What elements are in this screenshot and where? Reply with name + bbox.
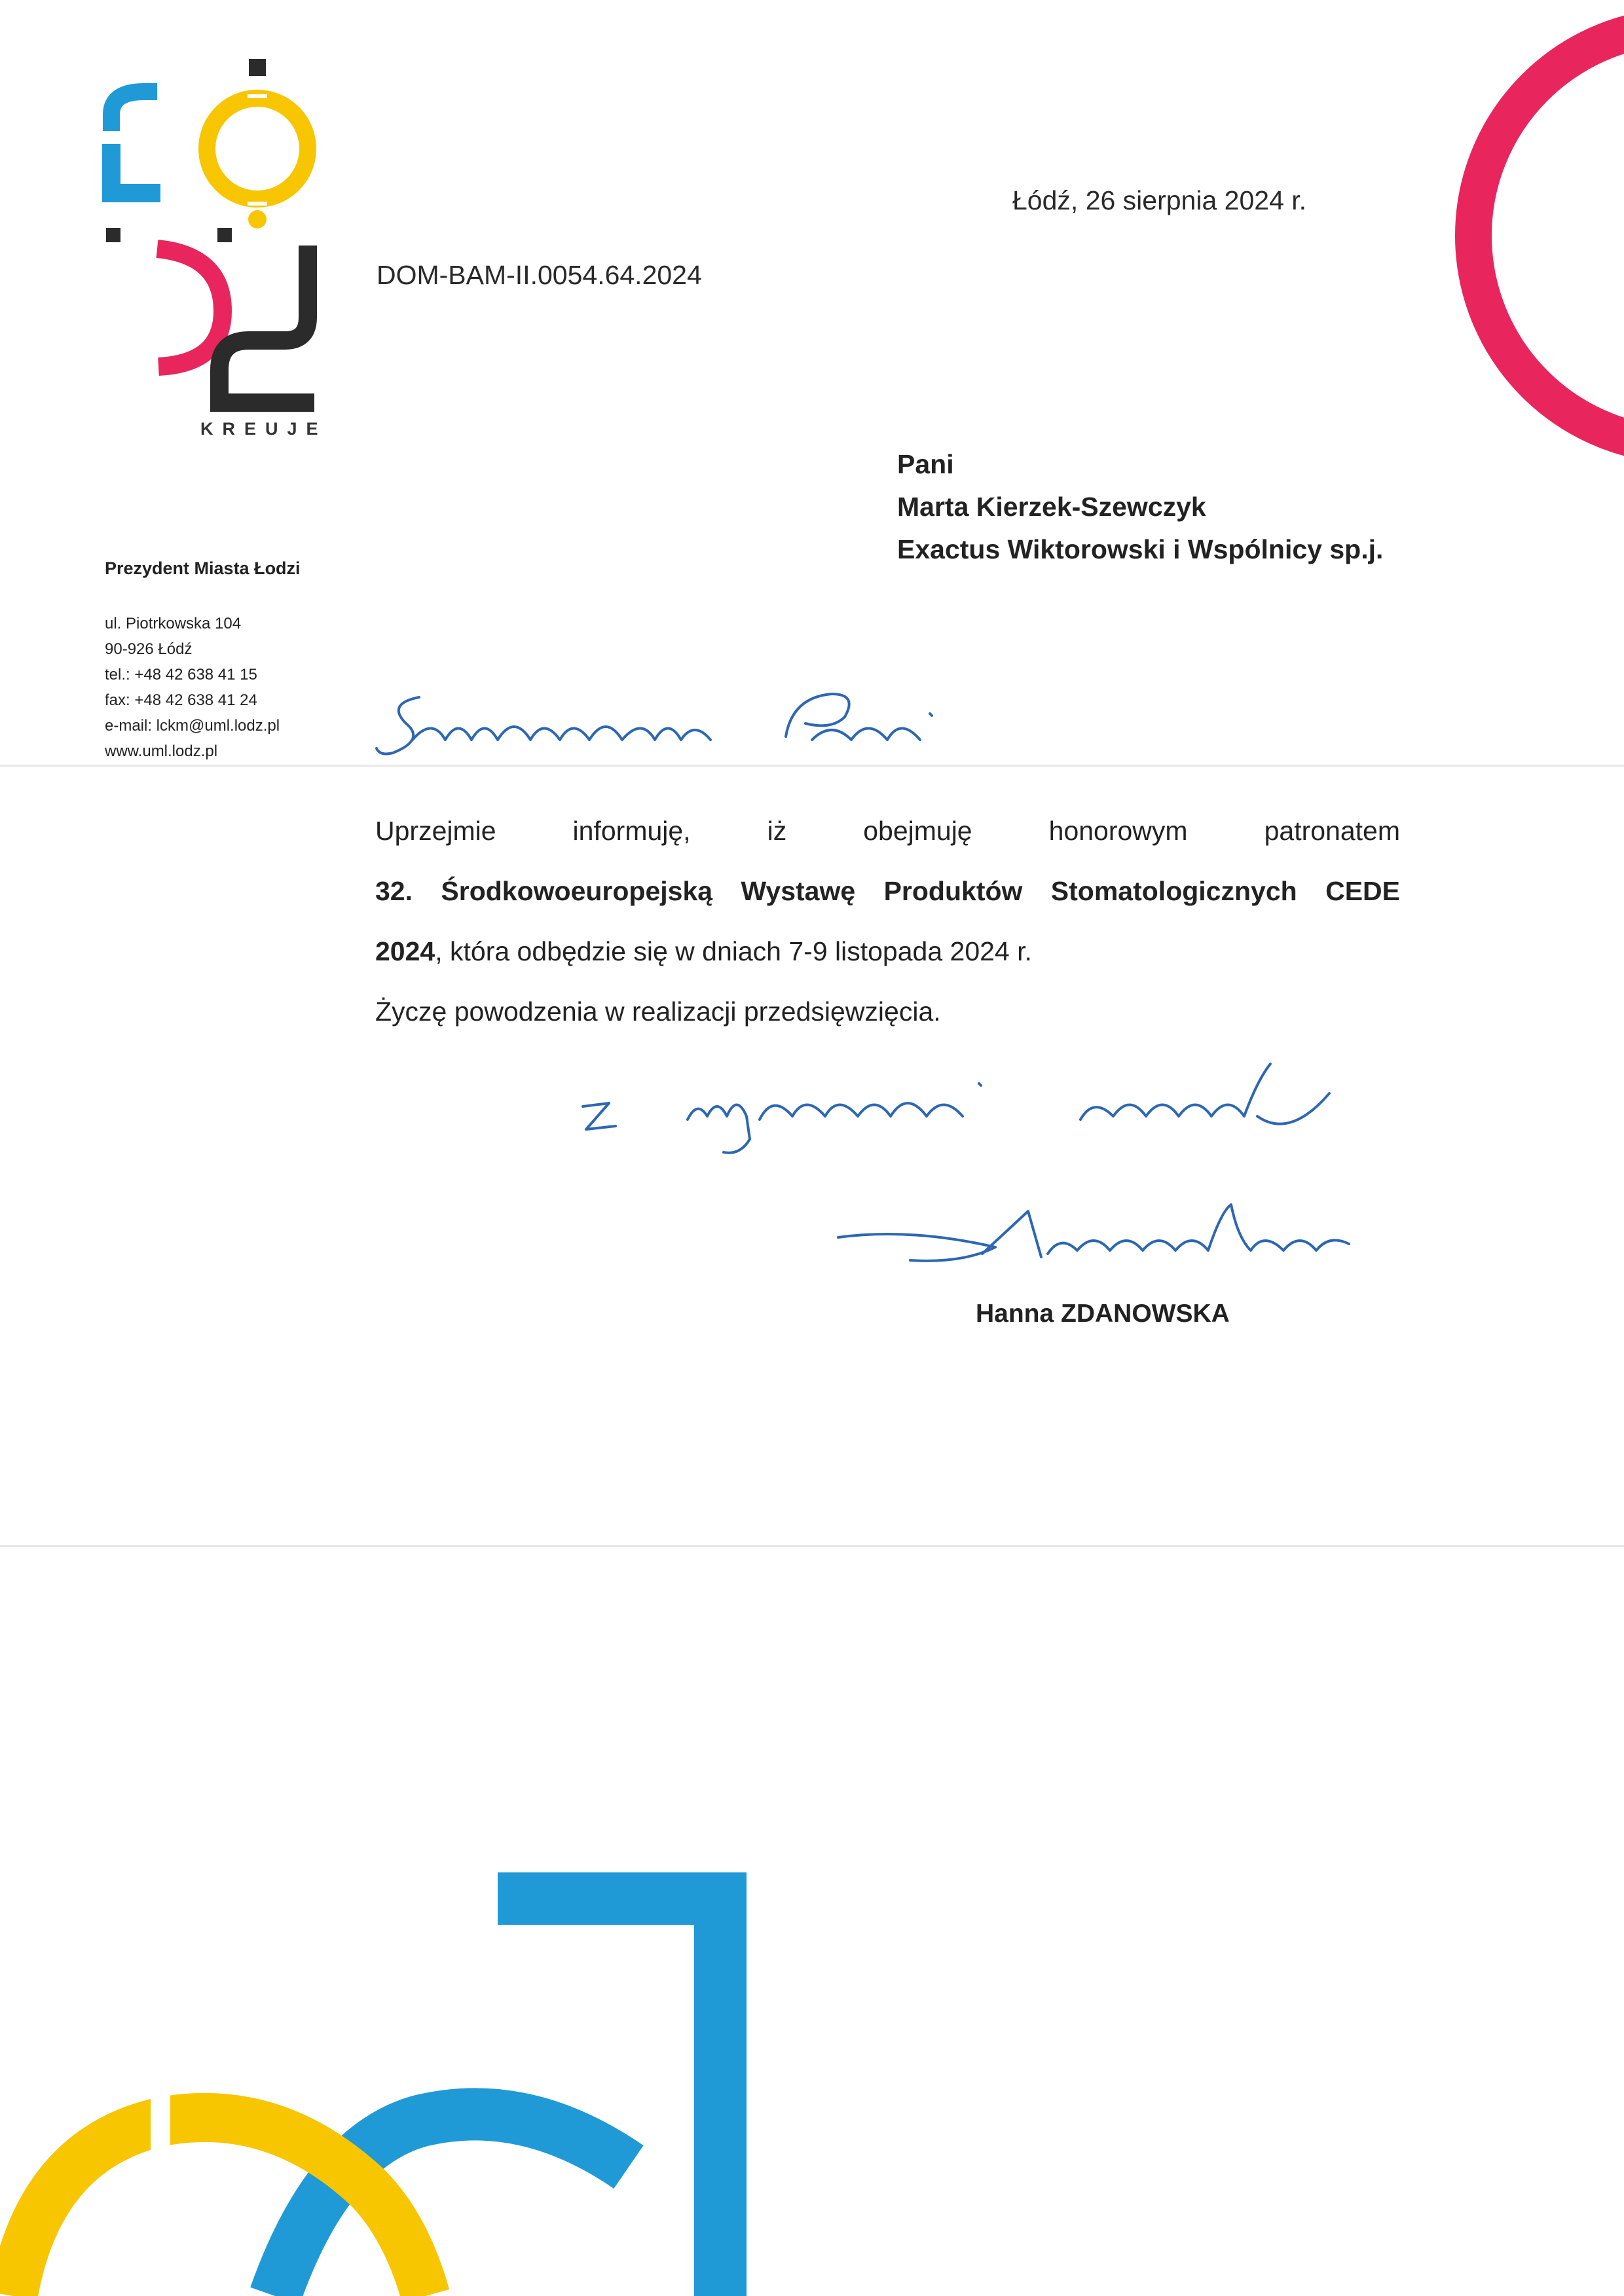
decorative-pink-ring <box>1434 0 1624 511</box>
event-dates: , która odbędzie się w dniach 7-9 listopada 2024 r. <box>435 936 1032 966</box>
sender-fax: fax: +48 42 638 41 24 <box>105 691 257 709</box>
recipient-block <box>897 443 1383 571</box>
body-line-2 <box>375 861 1400 921</box>
recipient-salutation: Pani <box>897 449 954 479</box>
reference-number: DOM-BAM-II.0054.64.2024 <box>377 260 702 290</box>
sender-address <box>105 611 280 764</box>
body-line-3 <box>375 921 1400 981</box>
paper-fold-line <box>0 1545 1624 1547</box>
lodz-logo <box>98 52 341 419</box>
handwritten-closing <box>576 1054 1428 1165</box>
recipient-name: Marta Kierzek-Szewczyk <box>897 492 1206 522</box>
event-year: 2024 <box>375 936 435 966</box>
decorative-bottom-logo-art <box>0 1872 786 2296</box>
logo-tagline: KREUJE <box>200 419 327 439</box>
sender-phone: tel.: +48 42 638 41 15 <box>105 666 257 683</box>
sender-email: e-mail: lckm@uml.lodz.pl <box>105 717 280 735</box>
date-line: Łódź, 26 sierpnia 2024 r. <box>1012 185 1307 215</box>
recipient-company: Exactus Wiktorowski i Wspólnicy sp.j. <box>897 534 1384 564</box>
signer-name: Hanna ZDANOWSKA <box>976 1300 1230 1328</box>
signature <box>832 1198 1369 1296</box>
sender-street: ul. Piotrkowska 104 <box>105 615 242 632</box>
event-name: 32. Środkowoeuropejską Wystawę Produktów Stomatologicznych CEDE <box>375 876 1400 906</box>
body-line-4: Życzę powodzenia w realizacji przedsięwzięcia. <box>375 996 941 1027</box>
sender-title: Prezydent Miasta Łodzi <box>105 558 301 578</box>
letter-body <box>375 801 1400 1042</box>
handwritten-salutation <box>373 678 963 776</box>
body-line-1: Uprzejmie informuję, iż obejmuję honorowym patronatem <box>375 816 1400 846</box>
sender-postal: 90-926 Łódź <box>105 640 193 658</box>
sender-website: www.uml.lodz.pl <box>105 742 218 760</box>
